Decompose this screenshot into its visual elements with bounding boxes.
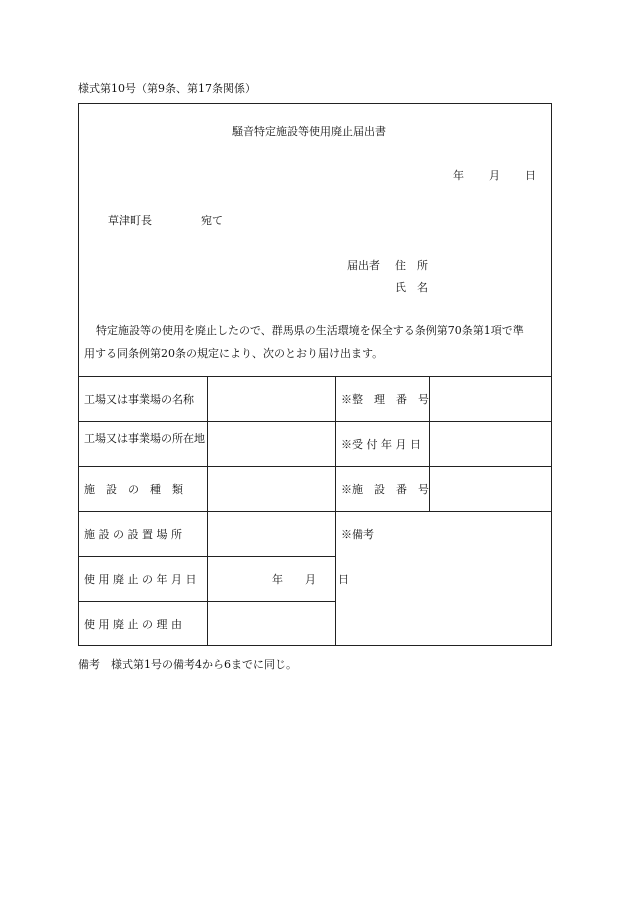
date-year-label: 年 xyxy=(453,169,464,182)
received-date-label: ※受 付 年 月 日 xyxy=(341,438,421,451)
ref-number-label: ※整 理 番 号 xyxy=(341,393,429,406)
abolition-date-label: 使 用 廃 止 の 年 月 日 xyxy=(84,573,197,586)
notifier-name-label: 氏 名 xyxy=(395,281,428,294)
facility-number-label: ※施 設 番 号 xyxy=(341,483,429,496)
addressee-name: 草津町長 xyxy=(108,214,152,227)
table-col-line-2 xyxy=(335,376,336,646)
facility-type-label: 施 設 の 種 類 xyxy=(84,483,183,496)
addressee-suffix: 宛て xyxy=(201,214,223,227)
table-col-line-3 xyxy=(429,376,430,511)
form-title: 騒音特定施設等使用廃止届出書 xyxy=(232,125,386,138)
abolition-date-value: 年 月 日 xyxy=(272,573,349,586)
table-row-line-1 xyxy=(78,421,552,422)
table-col-line-1 xyxy=(207,376,208,646)
date-month-label: 月 xyxy=(489,169,500,182)
table-row-line-2 xyxy=(78,466,552,467)
abolition-reason-label: 使 用 廃 止 の 理 由 xyxy=(84,618,182,631)
notifier-address-label: 住 所 xyxy=(395,259,428,272)
form-label: 様式第10号（第9条、第17条関係） xyxy=(78,82,256,95)
factory-name-label: 工場又は事業場の名称 xyxy=(84,393,194,406)
footer-note: 備考 様式第1号の備考4から6までに同じ。 xyxy=(78,658,297,671)
remarks-label: ※備考 xyxy=(341,528,374,541)
notifier-label: 届出者 xyxy=(347,259,380,272)
body-text-line1: 特定施設等の使用を廃止したので、群馬県の生活環境を保全する条例第70条第1項で準 xyxy=(96,324,524,337)
form-frame xyxy=(78,103,552,646)
table-top-line xyxy=(78,376,552,377)
body-text-line2: 用する同条例第20条の規定により、次のとおり届け出ます。 xyxy=(84,347,384,360)
factory-address-label: 工場又は事業場の所在地 xyxy=(84,432,205,445)
date-day-label: 日 xyxy=(525,169,536,182)
facility-location-label: 施 設 の 設 置 場 所 xyxy=(84,528,182,541)
table-row-line-3 xyxy=(78,511,552,512)
